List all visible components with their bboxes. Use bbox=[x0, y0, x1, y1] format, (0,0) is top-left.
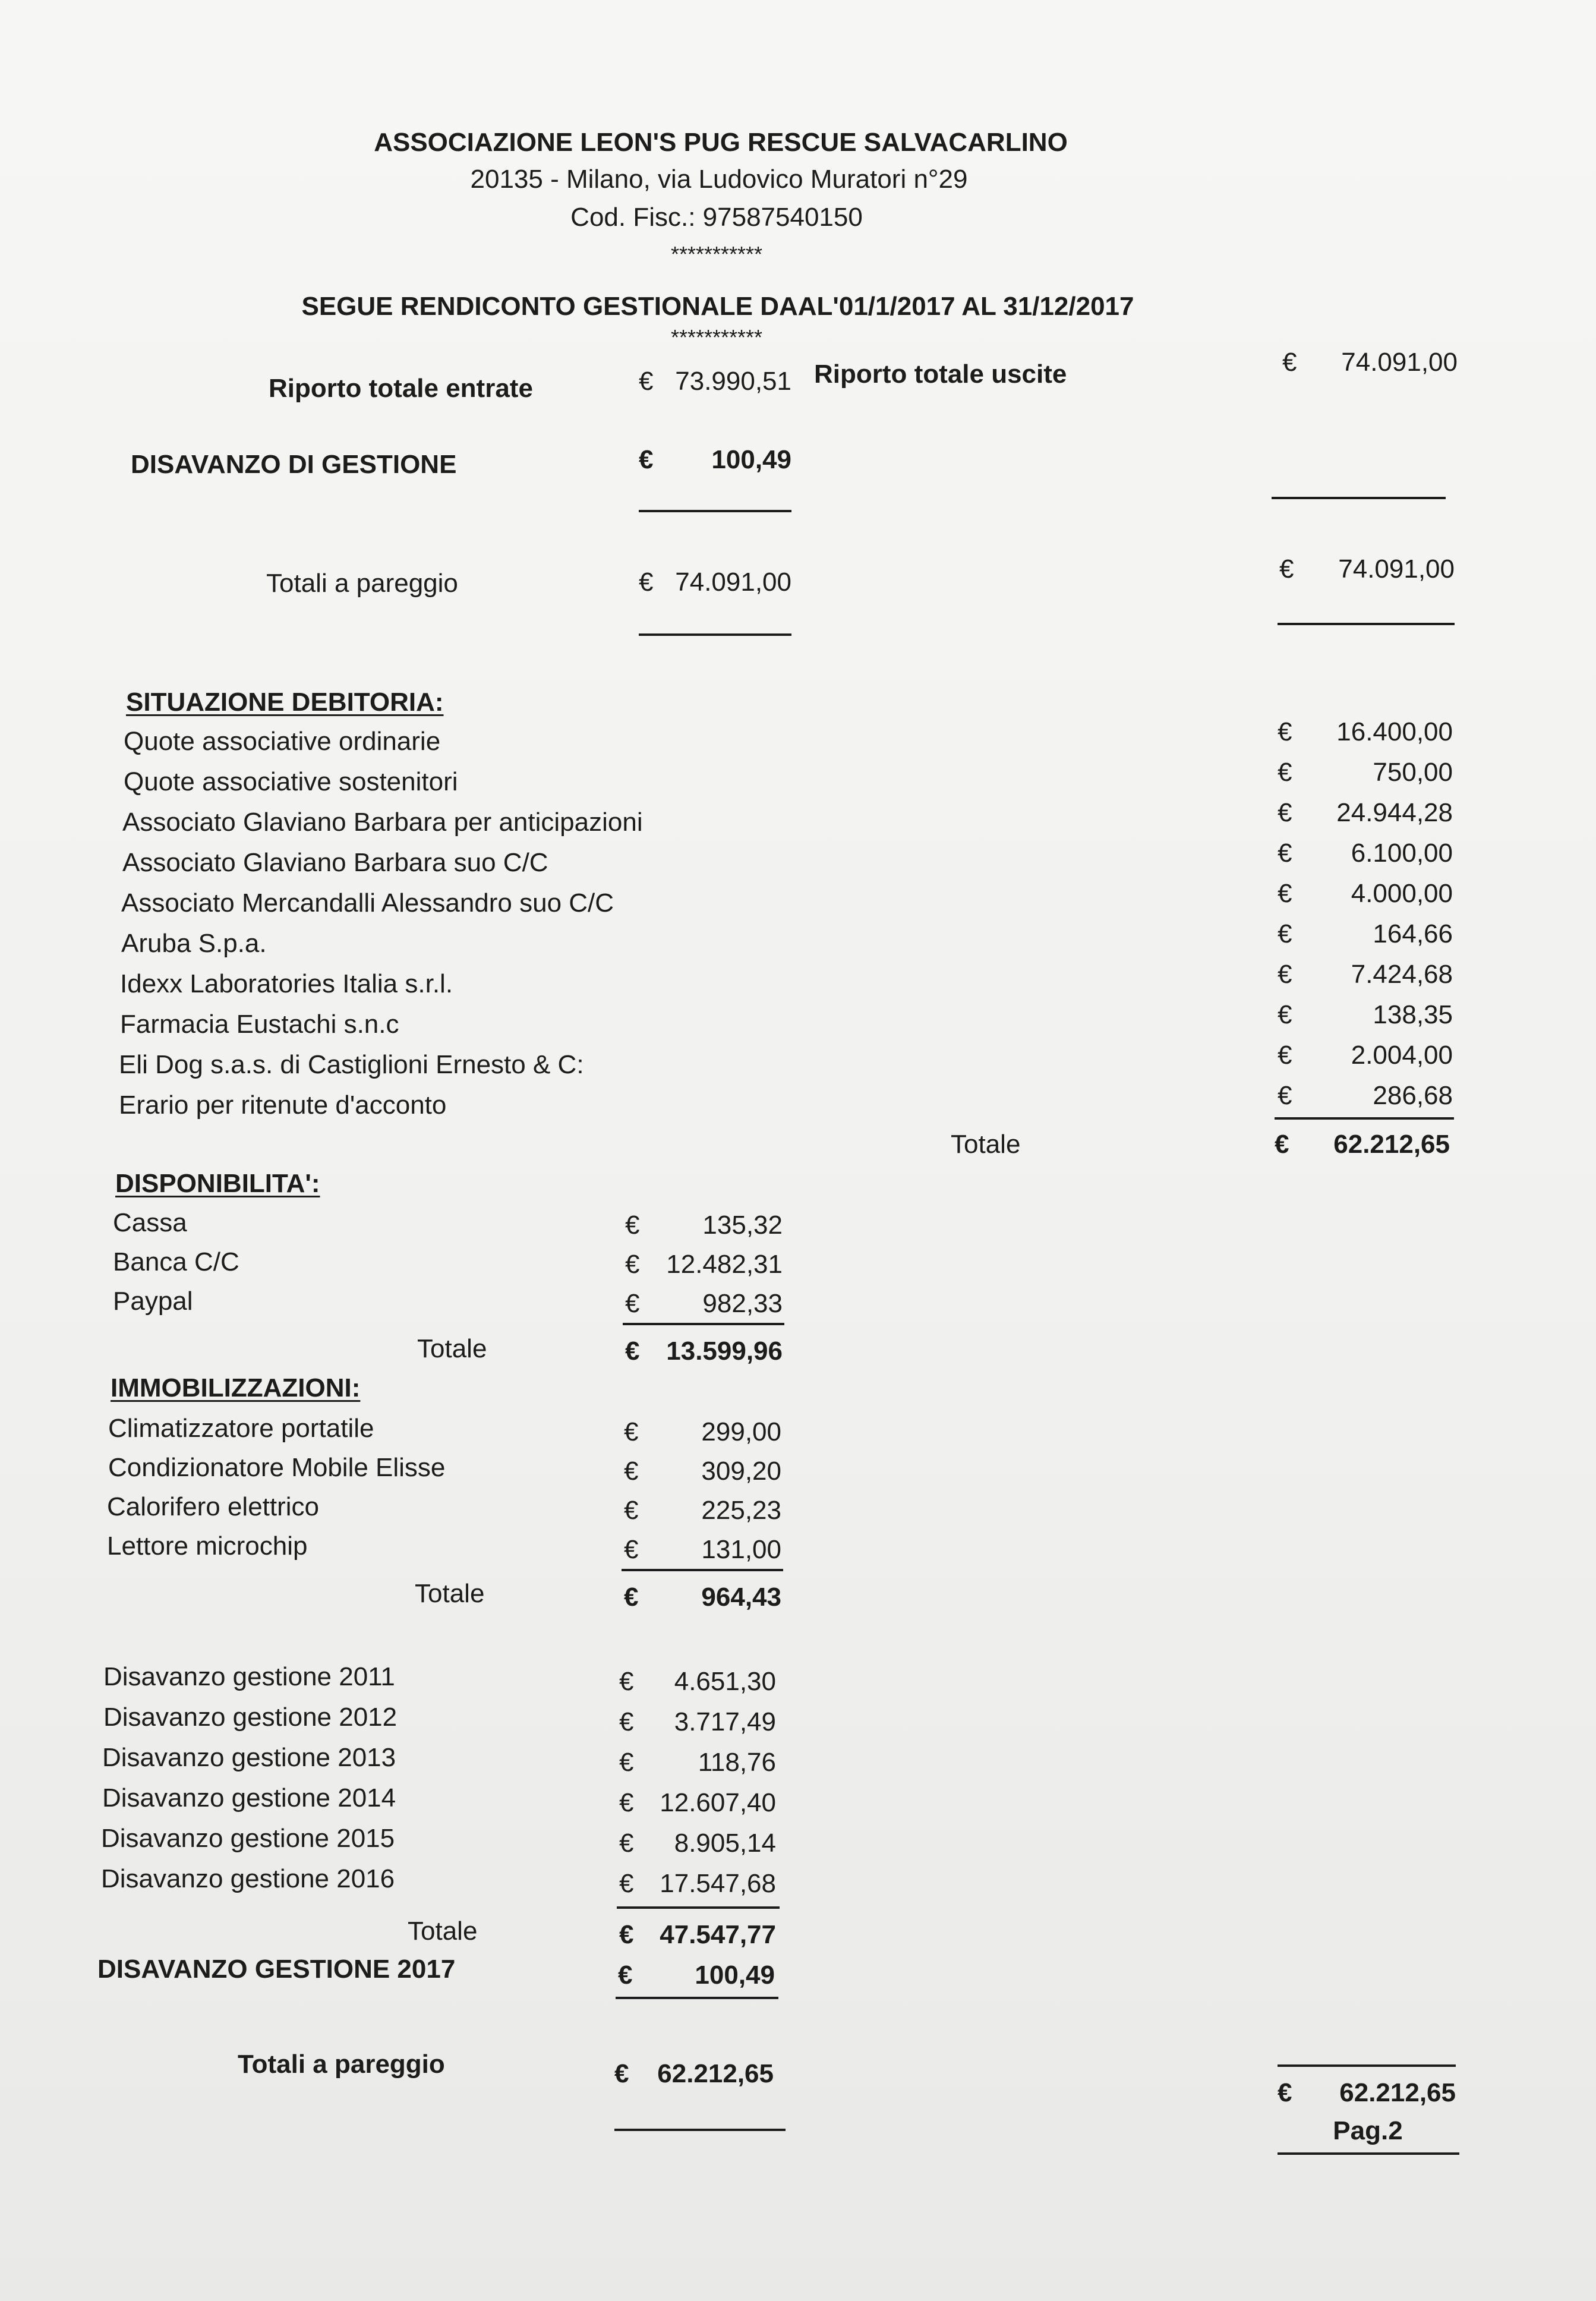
euro-sign: € bbox=[614, 2059, 629, 2088]
euro-sign: € bbox=[618, 1960, 633, 1990]
euro-sign: € bbox=[1278, 717, 1292, 746]
rule bbox=[1275, 1117, 1454, 1120]
euro-sign: € bbox=[625, 1289, 640, 1318]
euro-sign: € bbox=[625, 1211, 640, 1240]
euro-sign: € bbox=[624, 1535, 639, 1564]
list-item-label: Aruba S.p.a. bbox=[121, 929, 267, 958]
list-item-value: 24.944,28 bbox=[1336, 798, 1453, 827]
list-item-label: Calorifero elettrico bbox=[107, 1492, 320, 1521]
debitoria-heading: SITUAZIONE DEBITORIA: bbox=[126, 688, 444, 717]
disponibilita-total-value: 13.599,96 bbox=[666, 1337, 783, 1366]
list-item-label: Associato Glaviano Barbara per anticipazioni bbox=[122, 808, 643, 837]
list-item-value: 164,66 bbox=[1373, 919, 1453, 948]
list-item-value: 309,20 bbox=[701, 1457, 781, 1486]
disponibilita-heading: DISPONIBILITA': bbox=[115, 1169, 320, 1198]
list-item-value: 7.424,68 bbox=[1351, 960, 1453, 989]
list-item-label: Cassa bbox=[113, 1208, 187, 1237]
rule bbox=[623, 1323, 784, 1325]
list-item-value: 4.000,00 bbox=[1351, 879, 1453, 908]
list-item-value: 3.717,49 bbox=[674, 1707, 776, 1736]
list-item-value: 16.400,00 bbox=[1336, 717, 1453, 746]
pareggio-left-value: 62.212,65 bbox=[657, 2059, 774, 2088]
immobilizzazioni-total-value: 964,43 bbox=[701, 1583, 781, 1612]
list-item-label: Farmacia Eustachi s.n.c bbox=[120, 1010, 399, 1039]
euro-sign: € bbox=[1275, 1130, 1289, 1159]
riporto-uscite-value: 74.091,00 bbox=[1341, 348, 1458, 377]
euro-sign: € bbox=[619, 1869, 634, 1898]
euro-sign: € bbox=[619, 1920, 634, 1949]
list-item-label: Associato Mercandalli Alessandro suo C/C bbox=[121, 888, 614, 918]
rule bbox=[622, 1569, 783, 1571]
list-item-value: 138,35 bbox=[1373, 1000, 1453, 1029]
list-item-value: 131,00 bbox=[701, 1535, 781, 1564]
rule bbox=[614, 2129, 786, 2131]
page-number: Pag.2 bbox=[1333, 2116, 1403, 2145]
euro-sign: € bbox=[1278, 2078, 1292, 2107]
riporto-entrate-value: 73.990,51 bbox=[675, 367, 791, 396]
rule bbox=[1278, 623, 1455, 625]
euro-sign: € bbox=[1278, 798, 1292, 827]
euro-sign: € bbox=[1282, 348, 1297, 377]
immobilizzazioni-total-label: Totale bbox=[415, 1579, 485, 1608]
list-item-label: Banca C/C bbox=[113, 1247, 239, 1276]
list-item-value: 17.547,68 bbox=[660, 1869, 776, 1898]
riporto-uscite-label: Riporto totale uscite bbox=[814, 360, 1067, 389]
disavanzi-total-label: Totale bbox=[408, 1917, 478, 1946]
euro-sign: € bbox=[1278, 1041, 1292, 1070]
list-item-value: 750,00 bbox=[1373, 758, 1453, 787]
euro-sign: € bbox=[619, 1667, 634, 1696]
list-item-value: 2.004,00 bbox=[1351, 1041, 1453, 1070]
disavanzo-label: DISAVANZO DI GESTIONE bbox=[131, 450, 457, 479]
euro-sign: € bbox=[624, 1496, 639, 1525]
euro-sign: € bbox=[639, 445, 654, 474]
separator-stars: *********** bbox=[670, 242, 763, 266]
list-item-label: Idexx Laboratories Italia s.r.l. bbox=[120, 969, 453, 998]
list-item-value: 135,32 bbox=[702, 1211, 783, 1240]
list-item-label: Associato Glaviano Barbara suo C/C bbox=[122, 848, 548, 877]
euro-sign: € bbox=[619, 1707, 634, 1736]
list-item-value: 982,33 bbox=[702, 1289, 783, 1318]
list-item-label: Eli Dog s.a.s. di Castiglioni Ernesto & C: bbox=[119, 1050, 584, 1079]
list-item-label: Condizionatore Mobile Elisse bbox=[108, 1453, 446, 1482]
euro-sign: € bbox=[624, 1417, 639, 1446]
list-item-label: Quote associative sostenitori bbox=[124, 767, 458, 796]
pareggio-label: Totali a pareggio bbox=[238, 2050, 445, 2079]
debitoria-total-value: 62.212,65 bbox=[1333, 1130, 1450, 1159]
euro-sign: € bbox=[619, 1748, 634, 1777]
list-item-label: Quote associative ordinarie bbox=[124, 727, 441, 756]
pareggio-label: Totali a pareggio bbox=[266, 569, 458, 598]
list-item-label: Paypal bbox=[113, 1287, 193, 1316]
euro-sign: € bbox=[624, 1457, 639, 1486]
fiscal-code: Cod. Fisc.: 97587540150 bbox=[570, 203, 863, 232]
list-item-value: 286,68 bbox=[1373, 1081, 1453, 1110]
euro-sign: € bbox=[1278, 1081, 1292, 1110]
list-item-label: Disavanzo gestione 2016 bbox=[101, 1864, 395, 1893]
euro-sign: € bbox=[619, 1788, 634, 1817]
disponibilita-total-label: Totale bbox=[417, 1334, 487, 1363]
disavanzo-2017-value: 100,49 bbox=[695, 1960, 775, 1990]
list-item-value: 225,23 bbox=[701, 1496, 781, 1525]
rule bbox=[616, 1997, 778, 1999]
rule bbox=[1278, 2064, 1456, 2067]
pareggio-right-value: 74.091,00 bbox=[1338, 554, 1455, 584]
list-item-label: Disavanzo gestione 2012 bbox=[103, 1703, 398, 1732]
list-item-value: 8.905,14 bbox=[674, 1829, 776, 1858]
list-item-label: Disavanzo gestione 2015 bbox=[101, 1824, 395, 1853]
euro-sign: € bbox=[1278, 839, 1292, 868]
organization-address: 20135 - Milano, via Ludovico Muratori n°29 bbox=[470, 165, 968, 194]
euro-sign: € bbox=[1278, 960, 1292, 989]
riporto-entrate-label: Riporto totale entrate bbox=[269, 374, 533, 403]
rule bbox=[617, 1906, 780, 1909]
list-item-value: 118,76 bbox=[698, 1748, 776, 1777]
euro-sign: € bbox=[1278, 919, 1292, 948]
euro-sign: € bbox=[1278, 758, 1292, 787]
pareggio-right-value: 62.212,65 bbox=[1339, 2078, 1456, 2107]
euro-sign: € bbox=[619, 1829, 634, 1858]
euro-sign: € bbox=[1278, 879, 1292, 908]
separator-stars: *********** bbox=[670, 325, 763, 349]
list-item-value: 12.482,31 bbox=[666, 1250, 783, 1279]
list-item-value: 12.607,40 bbox=[660, 1788, 776, 1817]
euro-sign: € bbox=[1278, 1000, 1292, 1029]
pareggio-left-value: 74.091,00 bbox=[675, 568, 791, 597]
list-item-label: Erario per ritenute d'acconto bbox=[119, 1090, 447, 1120]
disavanzi-total-value: 47.547,77 bbox=[660, 1920, 776, 1949]
list-item-value: 299,00 bbox=[701, 1417, 781, 1446]
euro-sign: € bbox=[625, 1250, 640, 1279]
list-item-label: Disavanzo gestione 2014 bbox=[102, 1783, 396, 1813]
euro-sign: € bbox=[625, 1337, 640, 1366]
list-item-label: Climatizzatore portatile bbox=[108, 1414, 374, 1443]
euro-sign: € bbox=[639, 367, 654, 396]
document-title: SEGUE RENDICONTO GESTIONALE DAAL'01/1/2017 AL 31/12/2017 bbox=[301, 292, 1134, 321]
debitoria-total-label: Totale bbox=[951, 1130, 1021, 1159]
immobilizzazioni-heading: IMMOBILIZZAZIONI: bbox=[111, 1373, 361, 1402]
list-item-label: Lettore microchip bbox=[107, 1531, 308, 1561]
rule bbox=[639, 510, 791, 512]
organization-name: ASSOCIAZIONE LEON'S PUG RESCUE SALVACARLINO bbox=[374, 128, 1068, 157]
list-item-label: Disavanzo gestione 2013 bbox=[102, 1743, 396, 1772]
disavanzo-value: 100,49 bbox=[711, 445, 791, 474]
euro-sign: € bbox=[639, 568, 654, 597]
rule bbox=[1278, 2152, 1459, 2155]
list-item-value: 4.651,30 bbox=[674, 1667, 776, 1696]
list-item-value: 6.100,00 bbox=[1351, 839, 1453, 868]
disavanzo-2017-label: DISAVANZO GESTIONE 2017 bbox=[97, 1955, 456, 1984]
list-item-label: Disavanzo gestione 2011 bbox=[103, 1662, 395, 1691]
euro-sign: € bbox=[1279, 554, 1294, 584]
euro-sign: € bbox=[624, 1583, 639, 1612]
rule bbox=[639, 633, 791, 636]
rule bbox=[1272, 497, 1446, 499]
